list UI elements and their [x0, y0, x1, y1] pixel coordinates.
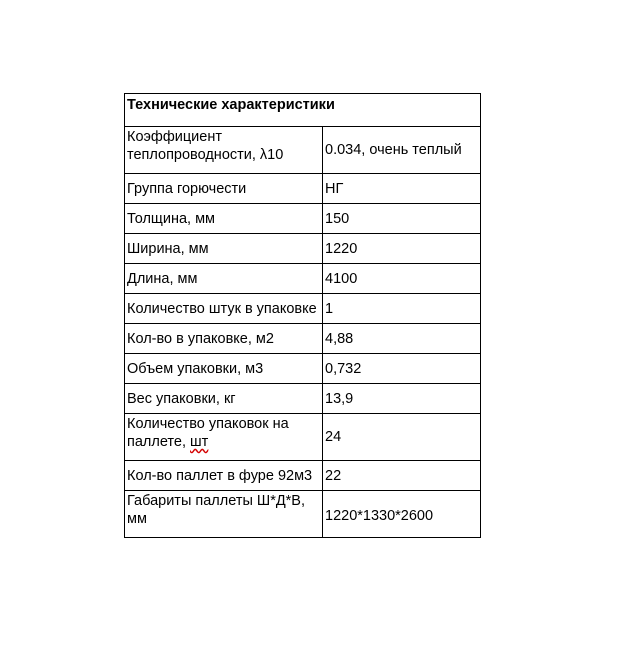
table-row — [125, 264, 481, 294]
param-value: 0.034, очень теплый — [323, 127, 481, 174]
table-row — [125, 384, 481, 414]
table-row — [125, 491, 481, 538]
param-value: НГ — [323, 174, 481, 204]
param-value: 1220 — [323, 234, 481, 264]
param-value: 22 — [323, 461, 481, 491]
table-row — [125, 414, 481, 461]
param-value: 4100 — [323, 264, 481, 294]
specs-table — [124, 93, 481, 538]
param-label: Коэффициент теплопроводности, λ10 — [125, 127, 323, 174]
param-label: Кол-во паллет в фуре 92м3 — [125, 461, 323, 491]
table-row — [125, 127, 481, 174]
param-label: Объем упаковки, м3 — [125, 354, 323, 384]
param-label: Кол-во в упаковке, м2 — [125, 324, 323, 354]
table-header-row — [125, 94, 481, 127]
param-value: 13,9 — [323, 384, 481, 414]
table-row — [125, 461, 481, 491]
param-label: Толщина, мм — [125, 204, 323, 234]
param-label: Длина, мм — [125, 264, 323, 294]
table-row — [125, 234, 481, 264]
param-label — [125, 414, 323, 461]
param-label: Ширина, мм — [125, 234, 323, 264]
param-value: 4,88 — [323, 324, 481, 354]
param-label: Габариты паллеты Ш*Д*В, мм — [125, 491, 323, 538]
table-row — [125, 354, 481, 384]
table-row — [125, 174, 481, 204]
table-row — [125, 294, 481, 324]
param-value: 150 — [323, 204, 481, 234]
param-value: 1220*1330*2600 — [323, 491, 481, 538]
param-value: 24 — [323, 414, 481, 461]
param-label-main: Количество упаковок на паллете, — [127, 416, 289, 450]
param-label: Количество штук в упаковке — [125, 294, 323, 324]
param-label: Группа горючести — [125, 174, 323, 204]
param-label: Вес упаковки, кг — [125, 384, 323, 414]
spellcheck-marked-word: шт — [190, 434, 209, 450]
table-row — [125, 204, 481, 234]
param-value: 0,732 — [323, 354, 481, 384]
table-title: Технические характеристики — [125, 94, 481, 127]
param-value: 1 — [323, 294, 481, 324]
table-row — [125, 324, 481, 354]
